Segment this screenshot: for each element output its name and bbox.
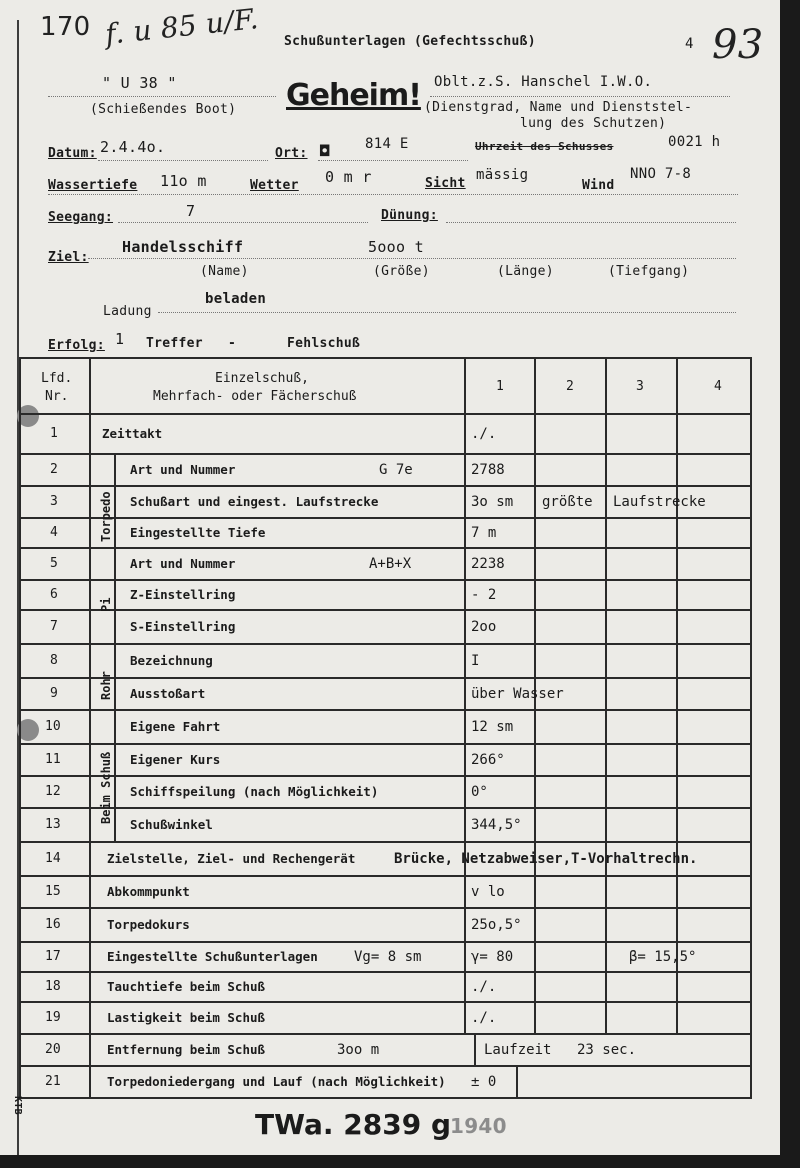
row-rule — [19, 517, 752, 519]
header-einzelschuss: Einzelschuß, — [215, 371, 309, 386]
uhrzeit-value: 0021 h — [668, 134, 721, 150]
row-extra-value: Vg= 8 sm — [354, 949, 422, 965]
row-number: 3 — [50, 494, 58, 509]
row-rule — [19, 807, 752, 809]
row-label: Eingestellte Schußunterlagen — [107, 949, 318, 964]
seegang-value: 7 — [186, 202, 196, 220]
corner-mark-small: 4 — [685, 36, 694, 52]
row-value-1: ± 0 — [471, 1074, 497, 1090]
weather-dotted-line — [48, 194, 738, 195]
ladung-dotted-line — [158, 312, 736, 313]
row-label: Z-Einstellring — [130, 587, 236, 602]
row-number: 10 — [45, 719, 61, 734]
row-number: 18 — [45, 979, 61, 994]
row-value-1: I — [471, 653, 480, 669]
row-value-2: 23 sec. — [577, 1042, 637, 1058]
row-label: S-Einstellring — [130, 619, 236, 634]
sicht-label: Sicht — [425, 176, 466, 191]
row-rule — [19, 609, 752, 611]
row-label: Art und Nummer — [130, 462, 236, 477]
row-extra-value: G 7e — [379, 462, 413, 478]
tiefgang-label: (Tiefgang) — [608, 264, 690, 279]
erfolg-fehlschuss-label: Fehlschuß — [287, 336, 361, 351]
header-mehrfach: Mehrfach- oder Fächerschuß — [153, 389, 357, 404]
side-mark: KTB — [11, 1096, 23, 1115]
wassertiefe-label: Wassertiefe — [48, 178, 138, 193]
row-number: 7 — [50, 619, 58, 634]
row-value-1: 0° — [471, 784, 488, 800]
ziel-dotted-line — [88, 258, 736, 259]
row-rule — [19, 743, 752, 745]
row-number: 2 — [50, 462, 58, 477]
group-rule — [114, 453, 116, 841]
row-number: 11 — [45, 752, 61, 767]
header-col-2: 2 — [566, 379, 574, 394]
row-number: 6 — [50, 587, 58, 602]
shooter-value: Oblt.z.S. Hanschel I.W.O. — [434, 74, 653, 90]
wassertiefe-value: 11o m — [160, 172, 207, 190]
row-rule — [19, 709, 752, 711]
row-value-1: 2oo — [471, 619, 497, 635]
row-number: 4 — [50, 525, 58, 540]
erfolg-treffer-label: Treffer — [146, 336, 203, 351]
col-rule — [464, 357, 466, 1033]
row-label: Eigene Fahrt — [130, 719, 221, 734]
row-number: 16 — [45, 917, 61, 932]
row-number: 15 — [45, 884, 61, 899]
row-value-1: 12 sm — [471, 719, 514, 735]
row-label: Schußart und eingest. Laufstrecke — [130, 494, 379, 509]
header-col-1: 1 — [496, 379, 504, 394]
ziel-value: Handelsschiff — [122, 238, 244, 256]
row-value-1: 266° — [471, 752, 505, 768]
row-rule — [19, 677, 752, 679]
col-rule — [89, 357, 91, 1097]
row-rule — [19, 971, 752, 973]
form-title: Schußunterlagen (Gefechtsschuß) — [284, 34, 536, 49]
row-number: 9 — [50, 686, 58, 701]
row-rule — [19, 453, 752, 455]
row-rule — [19, 413, 752, 415]
datum-dotted-line — [98, 160, 268, 161]
row-value-1: 3o sm — [471, 494, 514, 510]
shot-data-table — [19, 357, 752, 1097]
row-label: Abkommpunkt — [107, 884, 190, 899]
ort-label: Ort: — [275, 146, 308, 161]
row-label: Eigener Kurs — [130, 752, 221, 767]
duenung-dotted-line — [446, 222, 736, 223]
row-number: 1 — [50, 426, 58, 441]
row-rule — [19, 643, 752, 645]
archive-stamp-year: 1940 — [450, 1114, 507, 1138]
row-extra-value: 3oo m — [337, 1042, 380, 1058]
name-label: (Name) — [200, 264, 249, 279]
row-rule — [19, 1097, 752, 1099]
row-value-1: 344,5° — [471, 817, 522, 833]
row-value-1: Laufzeit — [484, 1042, 552, 1058]
row-label: Bezeichnung — [130, 653, 213, 668]
row-label: Art und Nummer — [130, 556, 236, 571]
laenge-label: (Länge) — [497, 264, 554, 279]
boat-dotted-line — [48, 96, 276, 97]
row-label: Ausstoßart — [130, 686, 206, 701]
row-value-1: ./. — [471, 1010, 497, 1026]
row-extra-value: Brücke, Netzabweiser,T-Vorhaltrechn. — [394, 851, 698, 867]
row-value-1: ./. — [471, 426, 497, 442]
groesse-value: 5ooo t — [368, 238, 424, 256]
row-label: Eingestellte Tiefe — [130, 525, 266, 540]
duenung-label: Dünung: — [381, 208, 438, 223]
row-rule — [19, 485, 752, 487]
row-value-3: Laufstrecke — [613, 494, 706, 510]
row-value-1: 2238 — [471, 556, 505, 572]
seegang-dotted-line — [118, 222, 368, 223]
row-label: Torpedoniedergang und Lauf (nach Möglichkeit) — [107, 1074, 446, 1089]
col-rule — [676, 357, 678, 1033]
row-rule — [19, 547, 752, 549]
header-col-3: 3 — [636, 379, 644, 394]
row-value-1: 25o,5° — [471, 917, 522, 933]
header-nr: Nr. — [45, 389, 69, 404]
shooter-dotted-line — [430, 96, 730, 97]
row-rule — [19, 907, 752, 909]
col-rule — [516, 1065, 518, 1097]
boat-label: (Schießendes Boot) — [90, 102, 237, 117]
row-label: Lastigkeit beim Schuß — [107, 1010, 266, 1025]
datum-value: 2.4.4o. — [100, 138, 166, 156]
shooter-label-line2: lung des Schutzen) — [520, 116, 667, 131]
row-label: Torpedokurs — [107, 917, 190, 932]
col-rule — [750, 357, 752, 1097]
corner-mark-large: 93 — [712, 22, 764, 68]
group-label-torpedo: Torpedo — [99, 491, 113, 542]
row-number: 20 — [45, 1042, 61, 1057]
ort-square-icon: ◘ — [320, 142, 330, 160]
erfolg-dash: - — [228, 336, 237, 351]
wind-label: Wind — [582, 178, 615, 193]
row-number: 8 — [50, 653, 58, 668]
wetter-value: 0 m r — [325, 168, 372, 186]
sicht-value: mässig — [476, 167, 529, 183]
group-label-beim-schuss: Beim Schuß — [99, 751, 113, 824]
page-number: 170 — [40, 12, 91, 42]
row-rule — [19, 579, 752, 581]
row-number: 17 — [45, 949, 61, 964]
row-label: Entfernung beim Schuß — [107, 1042, 266, 1057]
row-rule — [19, 775, 752, 777]
row-value-1: γ= 80 — [471, 949, 514, 965]
group-label-rohr: Rohr — [99, 671, 113, 700]
row-label: Schußwinkel — [130, 817, 213, 832]
row-value-2: größte — [542, 494, 593, 510]
row-rule — [19, 1001, 752, 1003]
row-rule — [19, 941, 752, 943]
col-rule — [474, 1033, 476, 1065]
row-label: Zielstelle, Ziel- und Rechengerät — [107, 851, 356, 866]
ladung-label: Ladung — [103, 304, 152, 319]
group-label-pi: Pi — [99, 597, 113, 612]
erfolg-treffer-count: 1 — [115, 330, 125, 348]
row-label: Zeittakt — [102, 426, 163, 441]
row-value-1: über Wasser — [471, 686, 564, 702]
seegang-label: Seegang: — [48, 210, 114, 225]
shooter-label-line1: (Dienstgrad, Name und Dienststel- — [424, 100, 693, 115]
boat-value: " U 38 " — [102, 74, 177, 92]
groesse-label: (Größe) — [373, 264, 430, 279]
row-number: 5 — [50, 556, 58, 571]
erfolg-label: Erfolg: — [48, 338, 105, 353]
row-number: 12 — [45, 784, 61, 799]
row-value-1: ./. — [471, 979, 497, 995]
row-number: 14 — [45, 851, 61, 866]
row-number: 13 — [45, 817, 61, 832]
uhrzeit-label: Uhrzeit des Schusses — [475, 140, 614, 153]
row-number: 21 — [45, 1074, 61, 1089]
row-label: Tauchtiefe beim Schuß — [107, 979, 266, 994]
col-rule — [19, 357, 21, 1097]
row-rule — [19, 1065, 752, 1067]
row-value-1: 7 m — [471, 525, 497, 541]
row-value-1: - 2 — [471, 587, 497, 603]
row-rule — [19, 1033, 752, 1035]
ort-dotted-line — [318, 160, 468, 161]
row-rule — [19, 841, 752, 843]
classification-geheim: Geheim! — [286, 78, 421, 113]
archive-stamp: TWa. 2839 g — [255, 1108, 451, 1141]
ladung-value: beladen — [205, 291, 267, 307]
row-extra-value: A+B+X — [369, 556, 412, 572]
wind-value: NNO 7-8 — [630, 166, 692, 182]
row-rule — [19, 875, 752, 877]
wetter-label: Wetter — [250, 178, 299, 193]
row-value-3: β= 15,5° — [629, 949, 697, 965]
header-col-4: 4 — [714, 379, 722, 394]
row-rule — [19, 357, 752, 359]
col-rule — [605, 357, 607, 1033]
handwritten-reference: f. u 85 u/F. — [103, 2, 260, 51]
ort-value: 814 E — [365, 136, 409, 152]
ziel-label: Ziel: — [48, 250, 89, 265]
row-number: 19 — [45, 1010, 61, 1025]
row-value-1: 2788 — [471, 462, 505, 478]
row-value-1: v lo — [471, 884, 505, 900]
header-lfd: Lfd. — [41, 371, 73, 386]
row-label: Schiffspeilung (nach Möglichkeit) — [130, 784, 379, 799]
datum-label: Datum: — [48, 146, 97, 161]
